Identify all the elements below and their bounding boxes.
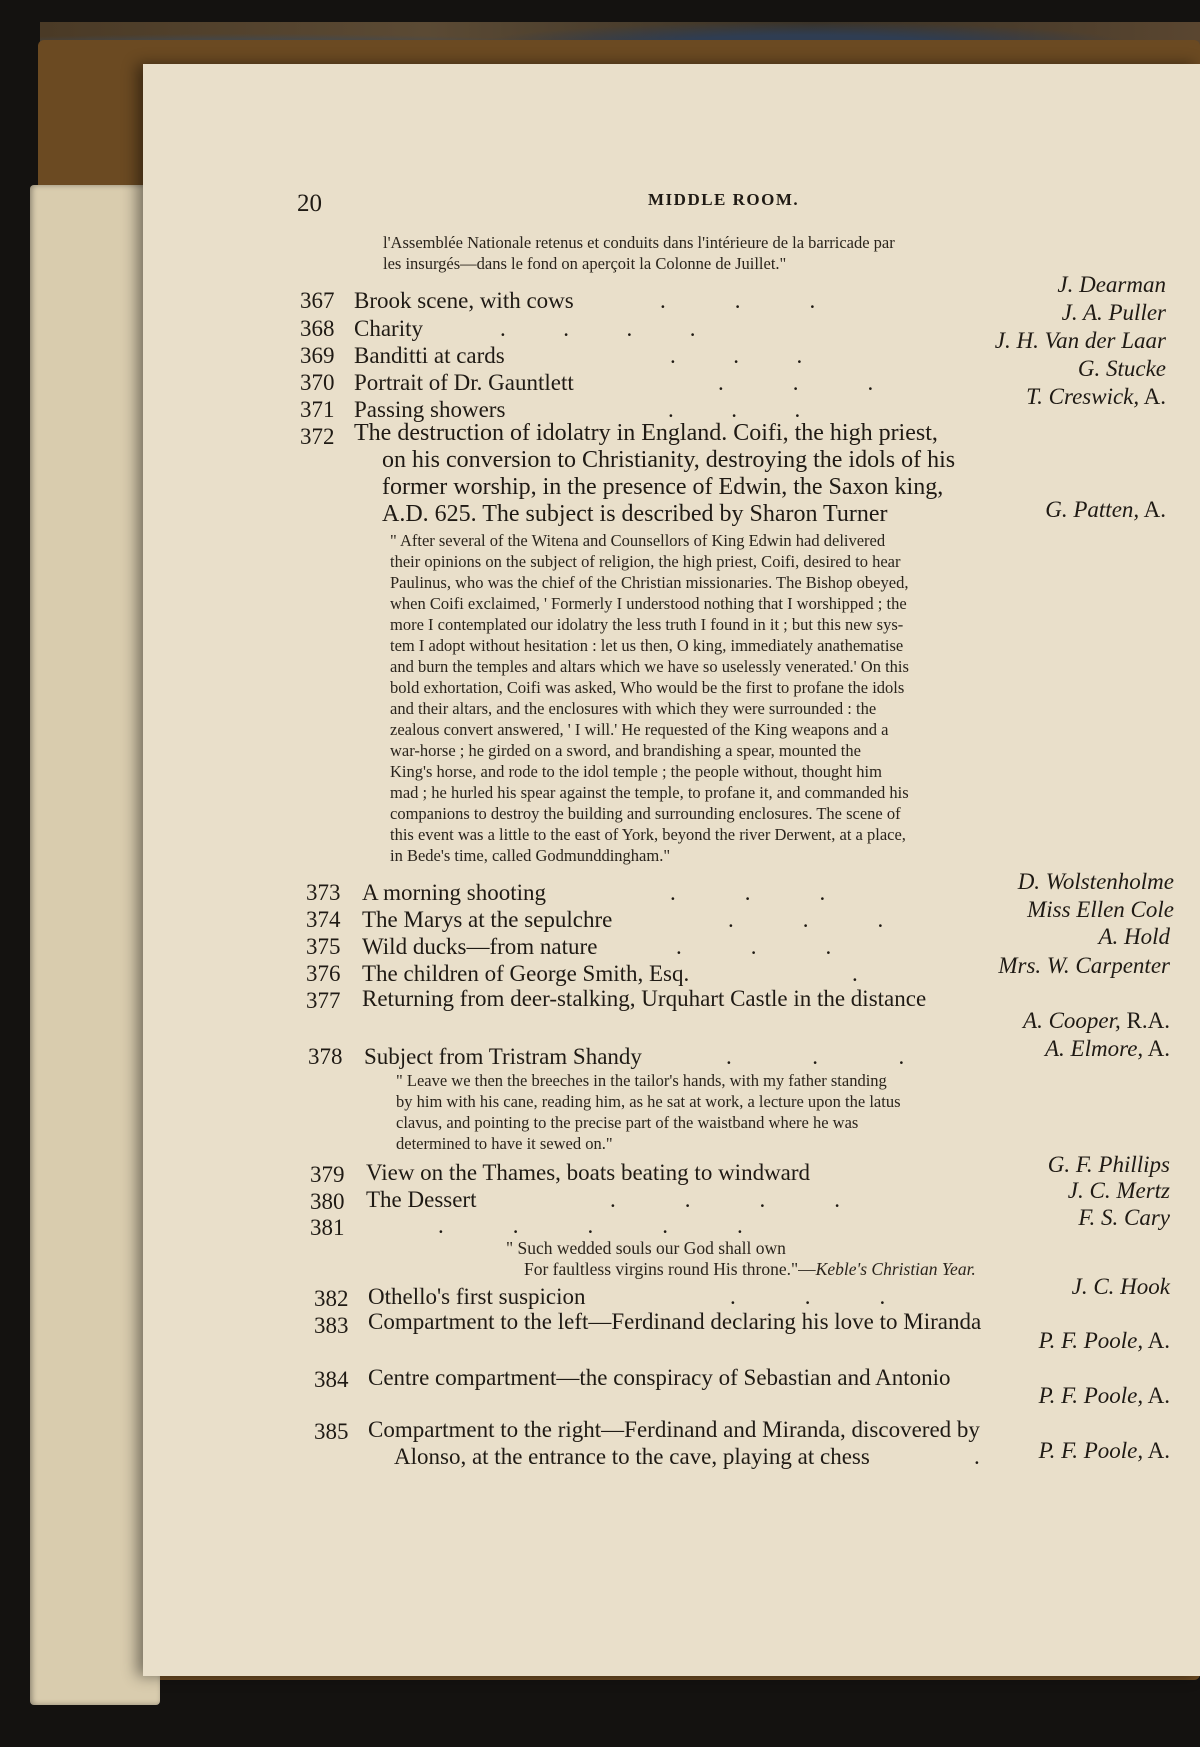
entry-number: 375 bbox=[306, 934, 341, 959]
entry-artist: A. Elmore, A. bbox=[1045, 1036, 1170, 1061]
entry-artist: J. C. Hook bbox=[1071, 1274, 1170, 1299]
entry-number: 376 bbox=[306, 961, 341, 986]
quote-line: this event was a little to the east of York, beyond the river Derwent, at a place, bbox=[390, 825, 906, 844]
entry-number: 372 bbox=[300, 424, 335, 449]
entry-title-line: The destruction of idolatry in England. Coifi, the high priest, bbox=[354, 420, 938, 446]
entry-number: 383 bbox=[314, 1313, 349, 1338]
entry-artist: Mrs. W. Carpenter bbox=[998, 953, 1170, 978]
entry-title-line: former worship, in the presence of Edwin, the Saxon king, bbox=[382, 474, 944, 500]
quote-line: in Bede's time, called Godmunddingham." bbox=[390, 846, 671, 865]
quote-line: King's horse, and rode to the idol temple ; the people without, thought him bbox=[390, 762, 882, 781]
quote-line: war-horse ; he girded on a sword, and brandishing a spear, mounted the bbox=[390, 741, 861, 760]
entry-title-line: Alonso, at the entrance to the cave, playing at chess bbox=[394, 1444, 870, 1469]
entry-number: 367 bbox=[300, 288, 335, 313]
dot-leader: . . . bbox=[676, 934, 832, 959]
verse-line: " Such wedded souls our God shall own bbox=[506, 1238, 786, 1258]
entry-number: 378 bbox=[308, 1044, 343, 1069]
entry-number: 384 bbox=[314, 1367, 349, 1392]
page-number: 20 bbox=[297, 190, 322, 217]
dot-leader: . bbox=[852, 961, 858, 986]
entry-artist: J. H. Van der Laar bbox=[994, 328, 1166, 353]
quote-line: when Coifi exclaimed, ' Formerly I understood nothing that I worshipped ; the bbox=[390, 594, 907, 613]
entry-title: Charity bbox=[354, 316, 423, 341]
entry-artist: A. Hold bbox=[1098, 924, 1170, 949]
entry-number: 374 bbox=[306, 907, 341, 932]
entry-title: Othello's first suspicion bbox=[368, 1284, 586, 1309]
entry-title: Returning from deer-stalking, Urquhart Castle in the distance bbox=[362, 986, 927, 1011]
entry-number: 369 bbox=[300, 343, 335, 368]
entry-title-line: Compartment to the right—Ferdinand and Miranda, discovered by bbox=[368, 1417, 980, 1442]
entry-number: 381 bbox=[310, 1215, 345, 1240]
entry-title: Passing showers bbox=[354, 397, 506, 422]
entry-artist: J. C. Mertz bbox=[1067, 1178, 1170, 1203]
quote-line: by him with his cane, reading him, as he sat at work, a lecture upon the latus bbox=[396, 1092, 901, 1111]
intro-quote bbox=[383, 232, 1083, 274]
quote-line: and their altars, and the enclosures with which they were surrounded : the bbox=[390, 699, 877, 718]
running-head: MIDDLE ROOM. bbox=[648, 190, 800, 209]
entry-artist: F. S. Cary bbox=[1078, 1205, 1170, 1230]
dot-leader: . . . bbox=[728, 907, 884, 932]
dot-leader: . . . . . bbox=[438, 1213, 743, 1238]
underlying-page-edge bbox=[30, 185, 160, 1705]
quote-line: l'Assemblée Nationale retenus et conduits dans l'intérieure de la barricade par bbox=[383, 233, 895, 252]
dot-leader: . . . bbox=[660, 288, 816, 313]
entry-artist: Miss Ellen Cole bbox=[1027, 897, 1174, 922]
entry-title: The Dessert bbox=[366, 1187, 477, 1212]
dot-leader: . . . bbox=[670, 343, 803, 368]
quote-line: companions to destroy the building and surrounding enclosures. The scene of bbox=[390, 804, 901, 823]
entry-artist: D. Wolstenholme bbox=[1017, 869, 1174, 894]
entry-artist: P. F. Poole, A. bbox=[1038, 1438, 1170, 1463]
entry-title: Subject from Tristram Shandy bbox=[364, 1044, 642, 1069]
quote-line: zealous convert answered, ' I will.' He requested of the King weapons and a bbox=[390, 720, 889, 739]
entry-title-line: A.D. 625. The subject is described by Sharon Turner bbox=[382, 501, 888, 527]
entry-artist: J. A. Puller bbox=[1061, 300, 1166, 325]
entry-artist: P. F. Poole, A. bbox=[1038, 1328, 1170, 1353]
quote-line: Paulinus, who was the chief of the Christian missionaries. The Bishop obeyed, bbox=[390, 573, 909, 592]
quote-line: determined to have it sewed on." bbox=[396, 1134, 613, 1153]
entry-number: 379 bbox=[310, 1162, 345, 1187]
quote-line: mad ; he hurled his spear against the temple, to profane it, and commanded his bbox=[390, 783, 909, 802]
entry-title: The children of George Smith, Esq. bbox=[362, 961, 690, 986]
entry-artist: P. F. Poole, A. bbox=[1038, 1383, 1170, 1408]
entry-title-line: on his conversion to Christianity, destroying the idols of his bbox=[382, 447, 956, 473]
entry-artist: A. Cooper, R.A. bbox=[1023, 1008, 1170, 1033]
entry-quote bbox=[390, 530, 1085, 866]
dot-leader: . . . . bbox=[610, 1187, 840, 1212]
dot-leader: . . . bbox=[730, 1284, 886, 1309]
entry-title: Brook scene, with cows bbox=[354, 288, 574, 313]
quote-line: " After several of the Witena and Counsellors of King Edwin had delivered bbox=[390, 531, 886, 550]
quote-line: tem I adopt without hesitation : let us then, O king, immediately anathematise bbox=[390, 636, 904, 655]
entry-title: Wild ducks—from nature bbox=[362, 934, 598, 959]
entry-artist: J. Dearman bbox=[1057, 272, 1166, 297]
entry-number: 382 bbox=[314, 1286, 349, 1311]
entry-number: 373 bbox=[306, 880, 341, 905]
entry-title: View on the Thames, boats beating to windward bbox=[366, 1160, 811, 1185]
entry-title: The Marys at the sepulchre bbox=[362, 907, 613, 932]
quote-line: more I contemplated our idolatry the less truth I found in it ; but this new sys- bbox=[390, 615, 904, 634]
entry-title: Centre compartment—the conspiracy of Sebastian and Antonio bbox=[368, 1365, 951, 1390]
quote-line: their opinions on the subject of religion, the high priest, Coifi, desired to hear bbox=[390, 552, 901, 571]
entry-artist: T. Creswick, A. bbox=[1026, 384, 1166, 409]
entry-number: 377 bbox=[306, 988, 341, 1013]
entry-title: A morning shooting bbox=[362, 880, 547, 905]
entry-verse bbox=[506, 1238, 1106, 1280]
dot-leader: . . . bbox=[668, 397, 801, 422]
dot-leader: . . . bbox=[670, 880, 826, 905]
entry-number: 370 bbox=[300, 370, 335, 395]
quote-line: bold exhortation, Coifi was asked, Who would be the first to profane the idols bbox=[390, 678, 905, 697]
dot-leader: . bbox=[974, 1444, 980, 1469]
entry-artist: G. Patten, A. bbox=[1045, 497, 1166, 522]
quote-line: " Leave we then the breeches in the tailor's hands, with my father standing bbox=[396, 1071, 887, 1090]
entry-artist: G. Stucke bbox=[1077, 356, 1166, 381]
entry-title: Banditti at cards bbox=[354, 343, 505, 368]
dot-leader: . . . . bbox=[500, 316, 696, 341]
verse-line: For faultless virgins round His throne."—Keble's Christian Year. bbox=[524, 1259, 976, 1279]
quote-line: les insurgés—dans le fond on aperçoit la Colonne de Juillet." bbox=[383, 254, 787, 273]
entry-number: 385 bbox=[314, 1419, 349, 1444]
entry-number: 371 bbox=[300, 397, 335, 422]
entry-title: Compartment to the left—Ferdinand declaring his love to Miranda bbox=[368, 1309, 982, 1334]
quote-line: clavus, and pointing to the precise part of the waistband where he was bbox=[396, 1113, 859, 1132]
entry-number: 368 bbox=[300, 316, 335, 341]
entry-title: Portrait of Dr. Gauntlett bbox=[354, 370, 574, 395]
entry-quote bbox=[396, 1070, 1086, 1154]
entry-artist: G. F. Phillips bbox=[1047, 1152, 1170, 1177]
quote-line: and burn the temples and altars which we have so uselessly venerated.' On this bbox=[390, 657, 909, 676]
entry-number: 380 bbox=[310, 1189, 345, 1214]
dot-leader: . . . bbox=[726, 1044, 905, 1069]
dot-leader: . . . bbox=[718, 370, 874, 395]
